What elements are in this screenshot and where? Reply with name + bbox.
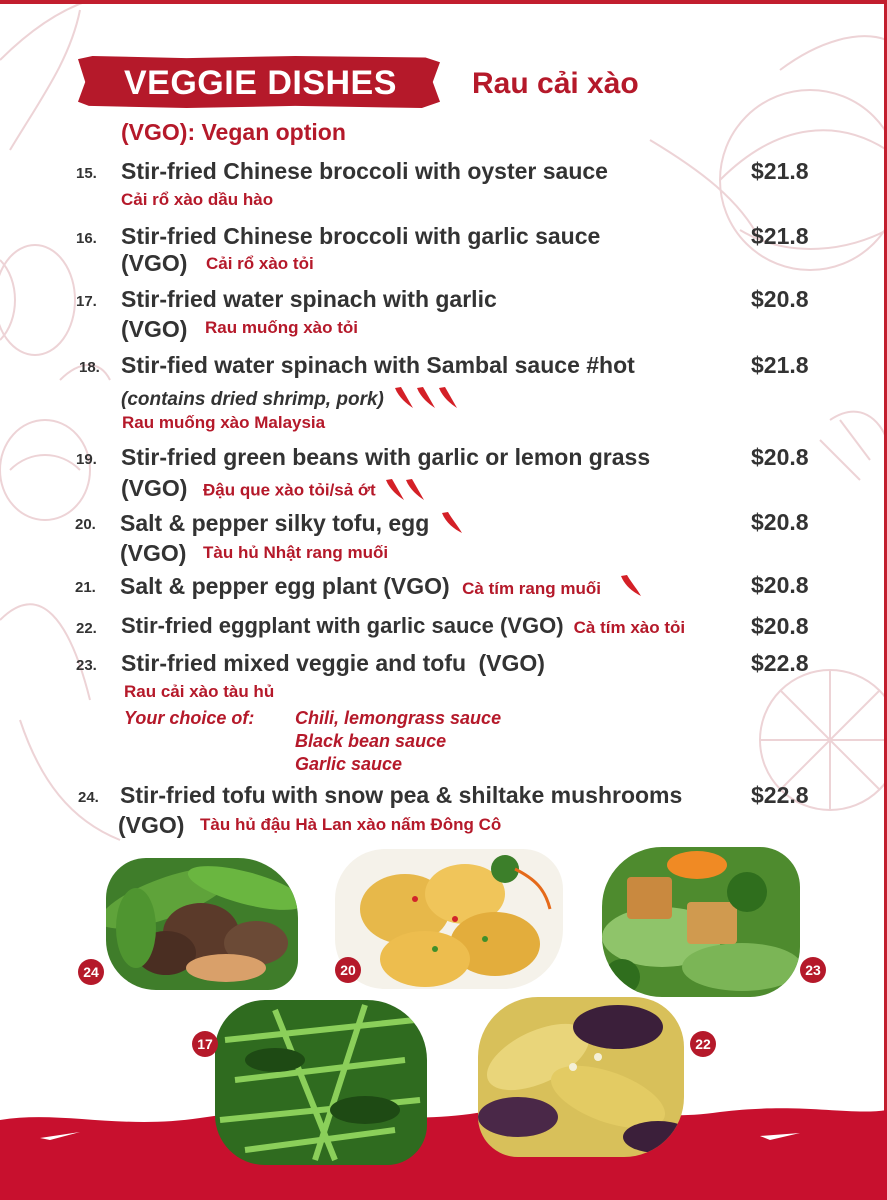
item-price: $20.8: [751, 286, 809, 312]
chili-spice-icon: [438, 509, 466, 541]
item-name: Stir-fried Chinese broccoli with oyster sauce: [121, 158, 608, 184]
item-vietnamese-row: [203, 476, 430, 507]
item-name-row: [121, 613, 685, 639]
item-name: Stir-fried mixed veggie and tofu: [121, 650, 467, 676]
item-name-row: [121, 650, 545, 677]
choice-option: Garlic sauce: [295, 754, 403, 774]
item-note: [121, 384, 461, 416]
chili-spice-icon: [617, 572, 645, 604]
item-name: Stir-fried green beans with garlic or lemon grass: [121, 444, 651, 470]
item-name: Stir-fried Chinese broccoli with garlic sauce: [121, 223, 601, 249]
item-price: $22.8: [751, 650, 809, 676]
dish-photo-24: [106, 858, 298, 990]
photo-badge-24: 24: [78, 959, 104, 985]
item-price: $21.8: [751, 352, 809, 378]
chili-spice-icon: [382, 476, 430, 507]
item-name-row: [120, 572, 645, 604]
item-name: [120, 509, 466, 541]
dish-photo-22: [478, 997, 684, 1157]
photo-badge-23: 23: [800, 957, 826, 983]
item-price: $20.8: [751, 444, 809, 470]
section-title-vietnamese: Rau cải xào: [472, 67, 639, 100]
item-name-vietnamese: Rau muống xào Malaysia: [122, 413, 326, 432]
item-name-vietnamese: Tàu hủ Nhật rang muối: [203, 543, 389, 562]
item-name-vietnamese: Rau muống xào tỏi: [205, 318, 358, 337]
vgo-tag: (VGO): [121, 475, 188, 501]
item-price: $21.8: [751, 158, 809, 184]
item-price: $21.8: [751, 223, 809, 249]
item-name-vietnamese: Cải rổ xào dầu hào: [121, 190, 274, 209]
vgo-tag: (VGO): [121, 250, 188, 276]
item-number: 17.: [76, 293, 97, 310]
item-number: 19.: [76, 451, 97, 468]
vgo-tag: (VGO): [121, 316, 188, 342]
vgo-tag: (VGO): [120, 540, 187, 566]
vgo-tag: (VGO): [478, 650, 545, 676]
bottom-brush-band: [0, 1090, 887, 1200]
item-name-vietnamese: Tàu hủ đậu Hà Lan xào nấm Đông Cô: [200, 815, 502, 834]
item-number: 22.: [76, 620, 97, 637]
item-name: Stir-fried tofu with snow pea & shiltake mushrooms: [120, 782, 683, 808]
dish-photo-23: [602, 847, 800, 997]
item-name-vietnamese: Đậu que xào tỏi/sả ớt: [203, 480, 376, 500]
item-number: 20.: [75, 516, 96, 533]
item-name: Stir-fried eggplant with garlic sauce (VGO): [121, 613, 564, 638]
item-number: 16.: [76, 230, 97, 247]
item-number: 15.: [76, 165, 97, 182]
item-name-vietnamese: Rau cải xào tàu hủ: [124, 682, 275, 701]
item-name: Stir-fried water spinach with garlic: [121, 286, 497, 312]
item-name: Stir-fied water spinach with Sambal sauce #hot: [121, 352, 635, 378]
dish-photo-17: [215, 1000, 427, 1165]
item-name-vietnamese: Cà tím xào tỏi: [573, 618, 686, 637]
section-title: VEGGIE DISHES: [124, 64, 397, 102]
item-number: 18.: [79, 359, 100, 376]
photo-badge-20: 20: [335, 957, 361, 983]
item-number: 21.: [75, 579, 96, 596]
item-name: Salt & pepper egg plant: [120, 573, 377, 600]
item-note-text: (contains dried shrimp, pork): [121, 389, 384, 411]
item-price: $20.8: [751, 509, 809, 535]
item-price: $20.8: [751, 613, 809, 639]
choice-option: Chili, lemongrass sauce: [295, 708, 502, 728]
item-price: $20.8: [751, 572, 809, 598]
dish-photo-20: [335, 849, 563, 989]
photo-badge-22: 22: [690, 1031, 716, 1057]
item-number: 24.: [78, 789, 99, 806]
item-name-vietnamese: Cà tím rang muối: [462, 579, 601, 599]
top-border: [0, 0, 887, 4]
choice-option: Black bean sauce: [295, 731, 447, 751]
vgo-tag: (VGO): [383, 573, 450, 600]
choice-label: Your choice of:: [124, 708, 255, 728]
vgo-tag: (VGO): [118, 812, 185, 838]
photo-badge-17: 17: [192, 1031, 218, 1057]
item-price: $22.8: [751, 782, 809, 808]
item-name-vietnamese: Cải rổ xào tỏi: [206, 254, 314, 273]
item-name-text: Salt & pepper silky tofu, egg: [120, 510, 430, 537]
chili-spice-icon: [391, 384, 461, 416]
vegan-legend: (VGO): Vegan option: [121, 119, 346, 145]
item-number: 23.: [76, 657, 97, 674]
